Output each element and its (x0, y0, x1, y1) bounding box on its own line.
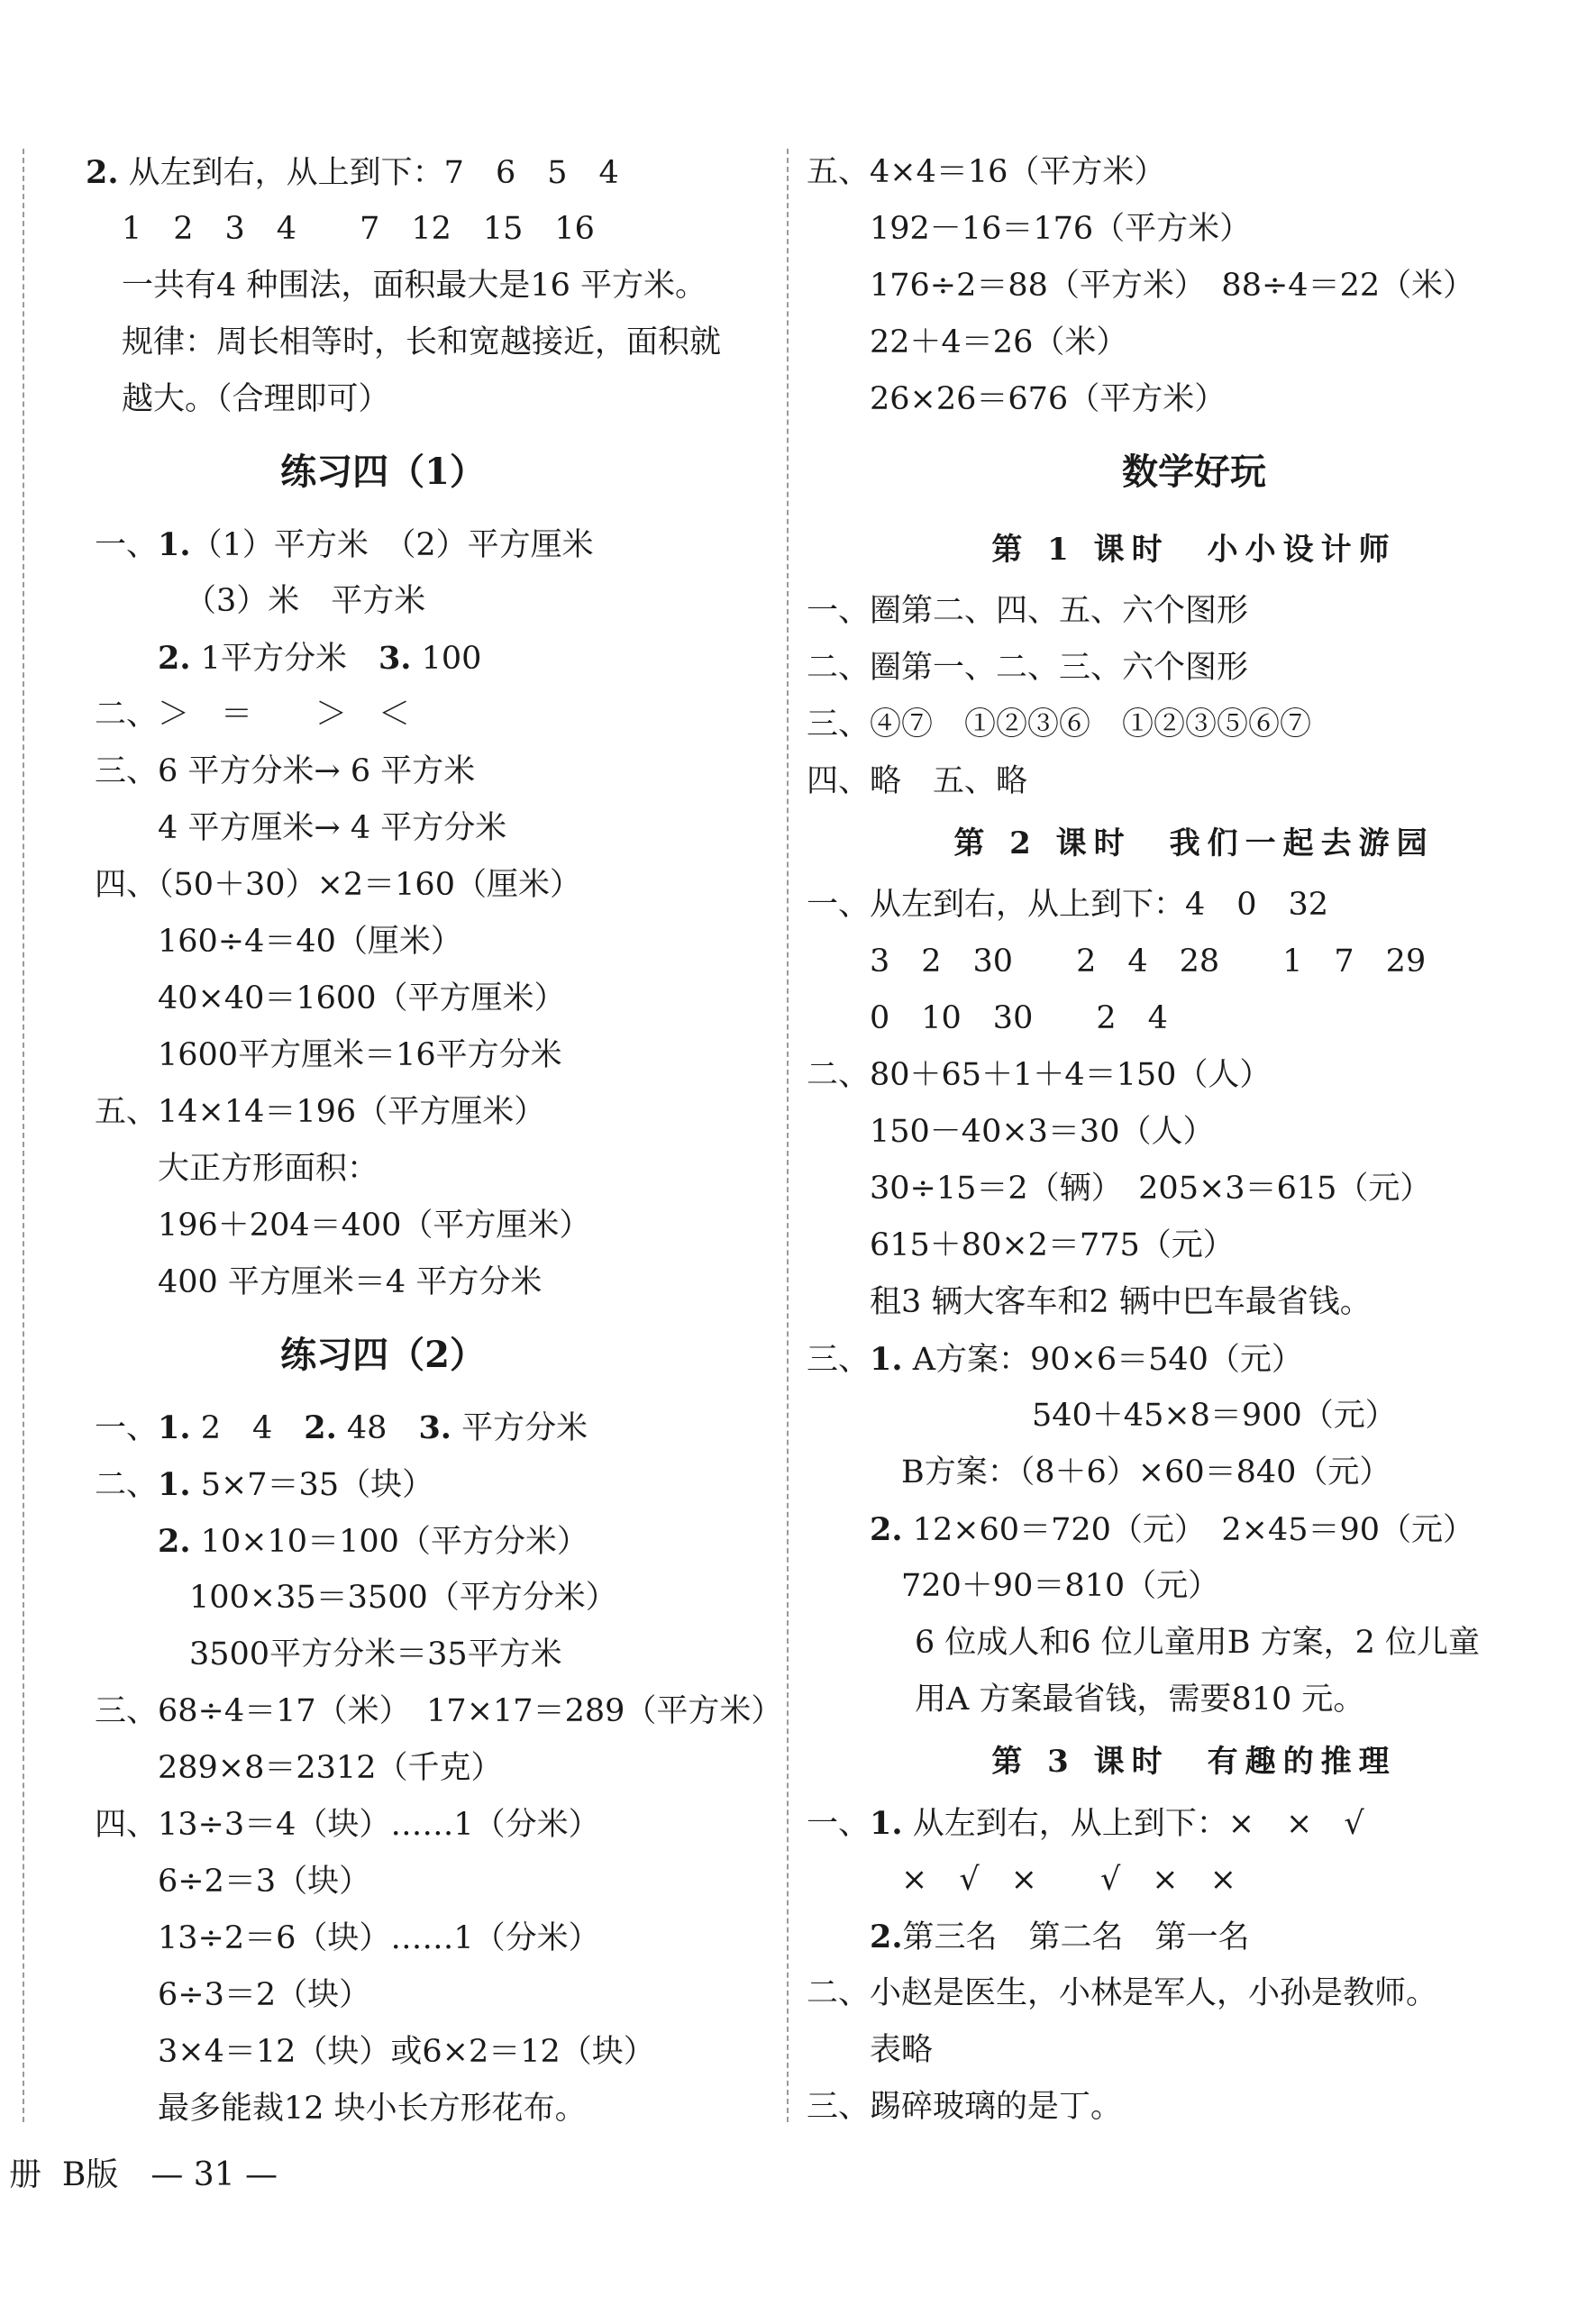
answer-line (807, 201, 1582, 258)
answer-line (807, 1501, 1582, 1558)
answer-line (9, 1797, 757, 1854)
item-number: 1. (158, 1466, 191, 1503)
answer-text: 三、6 平方分米→ 6 平方米 (95, 753, 476, 789)
answer-line (807, 1852, 1582, 1909)
answer-text: 越大。（合理即可） (122, 381, 390, 417)
item-number: 2. (870, 1511, 903, 1548)
answer-text: 289×8＝2312（千克） (158, 1750, 503, 1786)
item-number: 2. (870, 1919, 903, 1955)
answer-text: 5×7＝35（块） (190, 1467, 434, 1503)
answer-line (9, 314, 757, 371)
answer-text: 从左到右，从上到下：× × √ (902, 1806, 1364, 1842)
answer-text: 第三名 第二名 第一名 (902, 1919, 1250, 1955)
answer-text: 100×35＝3500（平方分米） (189, 1580, 617, 1616)
answer-text: （3）米 平方米 (185, 583, 426, 619)
answer-line (807, 1445, 1582, 1501)
answer-line (9, 371, 757, 428)
answer-line (9, 1967, 757, 2024)
answer-line (807, 1909, 1582, 1965)
answer-text: 6 位成人和6 位儿童用B 方案，2 位儿童 (915, 1625, 1481, 1661)
answer-text: 48 (336, 1410, 419, 1446)
answer-line (9, 201, 757, 258)
answer-text: 10×10＝100（平方分米） (190, 1524, 588, 1560)
answer-line (9, 1456, 757, 1513)
left-answer-column (9, 144, 783, 2137)
question-label: 二、 (95, 1467, 159, 1503)
answer-line (807, 1965, 1582, 2022)
answer-line (807, 1217, 1582, 1274)
answer-line (807, 1558, 1582, 1615)
answer-text: 三、④⑦ ①②③⑥ ①②③⑤⑥⑦ (807, 706, 1312, 743)
question-label: 一、 (807, 1806, 871, 1842)
answer-text: B方案：（8＋6）×60＝840（元） (901, 1454, 1391, 1490)
answer-text: 192－16＝176（平方米） (870, 211, 1252, 247)
answer-text: 6÷3＝2（块） (158, 1977, 371, 2013)
page-footer: 册 B版 — 31 — (9, 2156, 278, 2193)
answer-text: 3 2 30 2 4 28 1 7 29 (870, 943, 1427, 980)
section-heading: 数学好玩 (1122, 451, 1266, 493)
answer-text: 一、圈第二、四、五、六个图形 (807, 593, 1249, 629)
answer-text: 大正方形面积： (158, 1151, 379, 1187)
answer-line (807, 1331, 1582, 1388)
answer-line (9, 1027, 757, 1084)
lesson-heading: 第 2 课时 我们一起去游园 (953, 825, 1435, 861)
answer-text: 二、小赵是医生，小林是军人，小孙是教师。 (807, 1975, 1438, 2011)
answer-text: 1 2 3 4 7 12 15 16 (122, 211, 595, 247)
answer-text: 二、＞ ＝ ＞ ＜ (95, 697, 411, 733)
answer-line (9, 1198, 757, 1254)
answer-line (9, 1740, 757, 1797)
answer-line (807, 314, 1582, 371)
section-heading: 练习四（1） (280, 451, 486, 493)
answer-text: 表略 (870, 2032, 934, 2068)
answer-line (9, 1084, 757, 1141)
answer-line (9, 630, 757, 687)
answer-text: 三、68÷4＝17（米） 17×17＝289（平方米） (95, 1693, 783, 1729)
answer-text: 30÷15＝2（辆） 205×3＝615（元） (870, 1171, 1432, 1207)
answer-line (807, 2079, 1582, 2136)
answer-text: 12×60＝720（元） 2×45＝90（元） (902, 1512, 1475, 1548)
answer-line (9, 914, 757, 971)
answer-text: 最多能裁12 块小长方形花布。 (158, 2091, 587, 2127)
answer-text: 平方分米 (451, 1410, 588, 1446)
answer-text: 100 (411, 641, 482, 677)
item-number: 1. (870, 1805, 903, 1842)
answer-line (807, 1388, 1582, 1445)
answer-line (807, 1795, 1582, 1852)
answer-line (9, 1854, 757, 1910)
answer-line (807, 877, 1582, 934)
answer-text: 四、略 五、略 (807, 763, 1028, 799)
item-number: 3. (378, 640, 412, 677)
answer-text: 二、80＋65＋1＋4＝150（人） (807, 1057, 1272, 1093)
question-label: 三、 (807, 1342, 871, 1378)
answer-line (807, 1672, 1582, 1728)
answer-text: 租3 辆大客车和2 辆中巴车最省钱。 (870, 1284, 1372, 1320)
answer-line (807, 144, 1582, 201)
answer-line (9, 1399, 757, 1456)
answer-line (807, 1104, 1582, 1161)
answer-line (9, 258, 757, 314)
answer-line (9, 516, 757, 573)
answer-text: 4 平方厘米→ 4 平方分米 (158, 810, 507, 846)
answer-line (9, 1910, 757, 1967)
answer-line (807, 371, 1582, 428)
answer-text: 五、4×4＝16（平方米） (807, 154, 1166, 190)
answer-text: 22＋4＝26（米） (870, 324, 1128, 360)
answer-line (9, 144, 757, 201)
answer-line (807, 1615, 1582, 1672)
answer-line (9, 573, 757, 630)
item-number: 3. (418, 1409, 451, 1446)
answer-line (807, 1161, 1582, 1217)
answer-text: 6÷2＝3（块） (158, 1864, 371, 1900)
answer-text: 1600平方厘米＝16平方分米 (158, 1037, 562, 1073)
answer-text: 二、圈第一、二、三、六个图形 (807, 650, 1249, 686)
answer-text: 40×40＝1600（平方厘米） (158, 980, 566, 1016)
item-number: 1. (870, 1341, 903, 1378)
lesson-heading: 第 3 课时 有趣的推理 (991, 1744, 1397, 1780)
question-label: 一、 (95, 1410, 159, 1446)
item-number: 1. (158, 526, 191, 563)
answer-text: 三、踢碎玻璃的是丁。 (807, 2089, 1123, 2125)
answer-line (807, 1047, 1582, 1104)
answer-line (807, 583, 1582, 640)
center-divider (787, 149, 789, 2122)
answer-text: 26×26＝676（平方米） (870, 381, 1227, 417)
right-answer-column (807, 144, 1582, 2136)
answer-line (807, 697, 1582, 753)
answer-line (9, 2024, 757, 2081)
answer-text: 150－40×3＝30（人） (870, 1114, 1215, 1150)
answer-text: 1平方分米 (190, 641, 378, 677)
answer-text: 176÷2＝88（平方米） 88÷4＝22（米） (870, 268, 1475, 304)
answer-line (9, 1570, 757, 1627)
answer-text: 从左到右，从上到下：7 6 5 4 (118, 155, 619, 191)
answer-text: 196＋204＝400（平方厘米） (158, 1208, 591, 1244)
item-number: 2. (86, 154, 119, 191)
answer-text: 2 4 (190, 1410, 305, 1446)
answer-text: （1）平方米 （2）平方厘米 (190, 527, 594, 563)
answer-text: 13÷2＝6（块）……1（分米） (158, 1920, 600, 1956)
answer-line (9, 1627, 757, 1683)
item-number: 2. (304, 1409, 337, 1446)
answer-text: × √ × √ × × (901, 1862, 1236, 1898)
answer-line (807, 2022, 1582, 2079)
answer-text: 720＋90＝810（元） (901, 1568, 1220, 1604)
answer-line (9, 743, 757, 800)
lesson-heading: 第 1 课时 小小设计师 (991, 532, 1397, 568)
answer-text: A方案：90×6＝540（元） (902, 1342, 1303, 1378)
answer-line (9, 1513, 757, 1570)
answer-text: 四、（50＋30）×2＝160（厘米） (95, 867, 581, 903)
answer-text: 五、14×14＝196（平方厘米） (95, 1094, 546, 1130)
answer-line (9, 971, 757, 1027)
item-number: 2. (158, 640, 191, 677)
answer-line (9, 2081, 757, 2137)
item-number: 1. (158, 1409, 191, 1446)
answer-line (9, 800, 757, 857)
answer-text: 一共有4 种围法，面积最大是16 平方米。 (122, 268, 707, 304)
answer-text: 3500平方分米＝35平方米 (189, 1636, 562, 1673)
answer-text: 用A 方案最省钱，需要810 元。 (915, 1682, 1365, 1718)
answer-text: 400 平方厘米＝4 平方分米 (158, 1264, 543, 1300)
question-label: 一、 (95, 527, 159, 563)
answer-line (9, 857, 757, 914)
answer-text: 一、从左到右，从上到下：4 0 32 (807, 887, 1329, 923)
answer-line (9, 1141, 757, 1198)
answer-line (807, 934, 1582, 990)
answer-line (807, 753, 1582, 810)
answer-text: 615＋80×2＝775（元） (870, 1227, 1235, 1263)
answer-text: 540＋45×8＝900（元） (1032, 1398, 1397, 1434)
answer-line (9, 1683, 783, 1740)
answer-text: 3×4＝12（块）或6×2＝12（块） (158, 2034, 655, 2070)
answer-text: 0 10 30 2 4 (870, 1000, 1168, 1036)
answer-line (9, 1254, 757, 1311)
answer-line (807, 1274, 1582, 1331)
answer-text: 四、13÷3＝4（块）……1（分米） (95, 1807, 600, 1843)
answer-line (9, 687, 757, 743)
item-number: 2. (158, 1523, 191, 1560)
answer-line (807, 258, 1582, 314)
answer-line (807, 640, 1582, 697)
answer-text: 规律：周长相等时，长和宽越接近，面积就 (122, 324, 722, 360)
answer-text: 160÷4＝40（厘米） (158, 924, 462, 960)
section-heading: 练习四（2） (280, 1334, 486, 1376)
answer-line (807, 990, 1582, 1047)
